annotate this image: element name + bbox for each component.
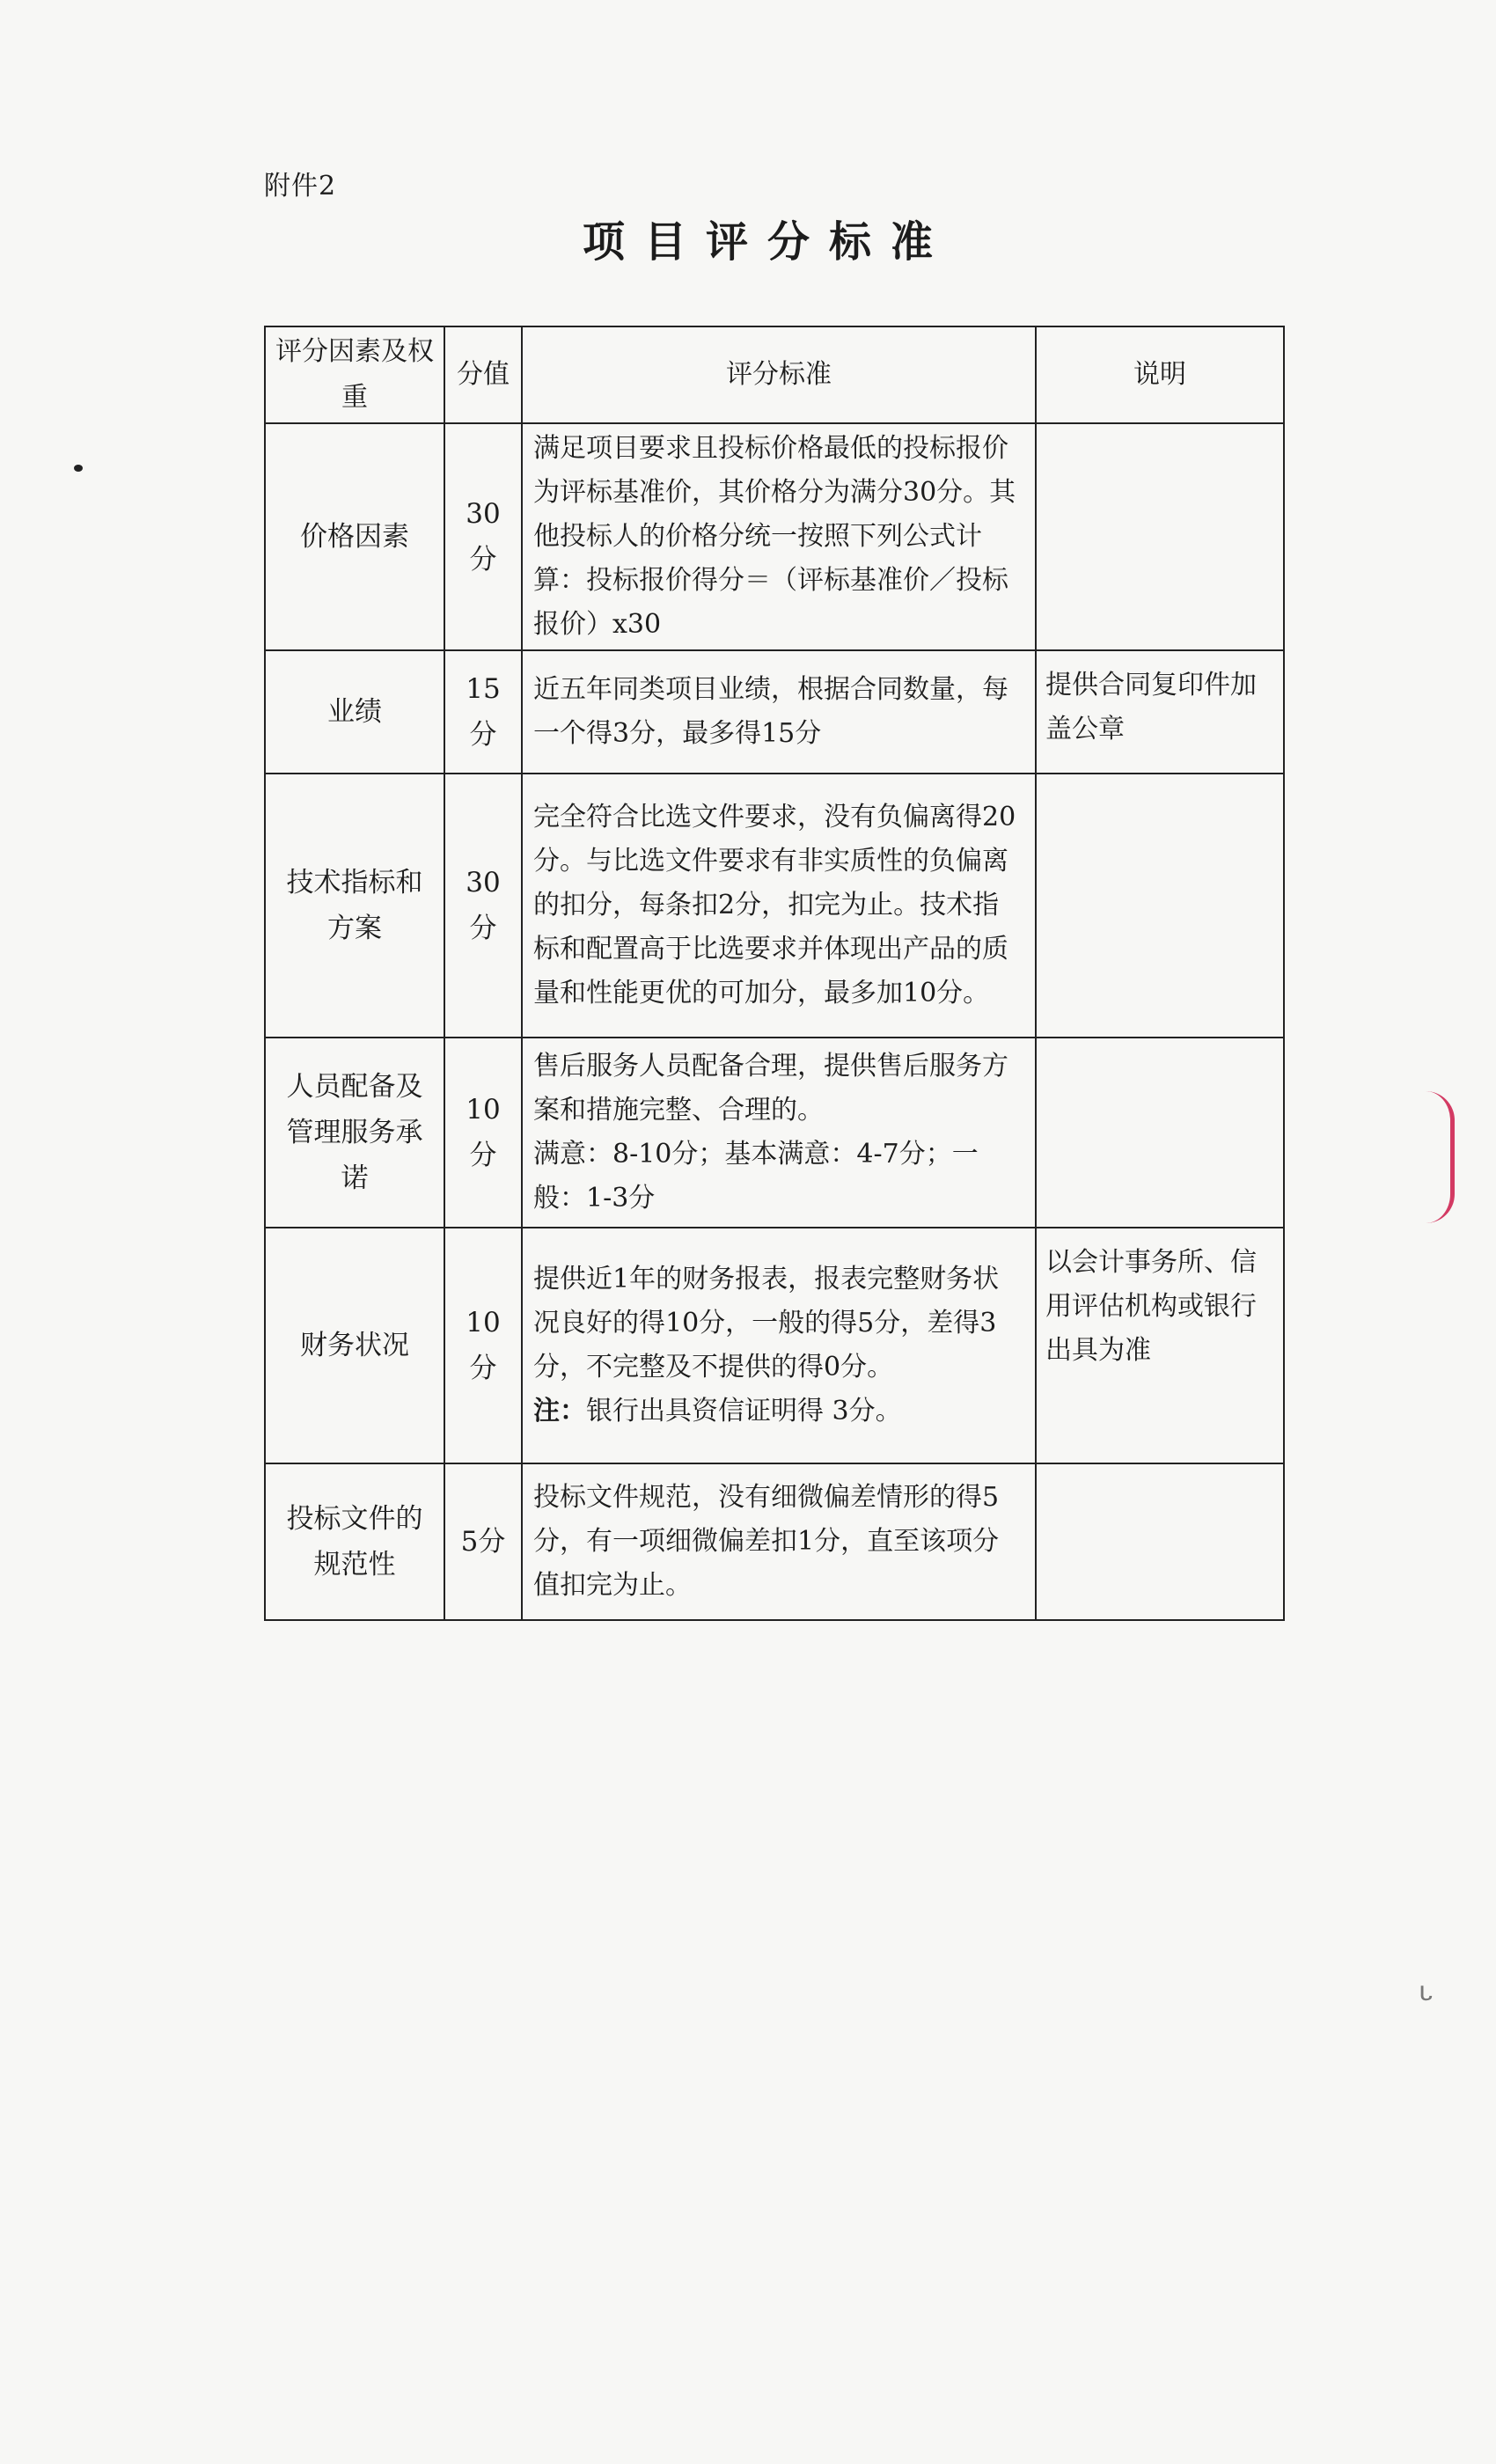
attachment-label: 附件2 [264, 171, 337, 202]
score-cell: 30分 [445, 774, 523, 1038]
criteria-text: 提供近1年的财务报表，报表完整财务状况良好的得10分，一般的得5分，差得3分，不完整及不提供的得0分。 [533, 1264, 1000, 1382]
factor-cell: 价格因素 [266, 424, 445, 651]
criteria-cell [523, 1038, 1037, 1228]
factor-cell: 投标文件的规范性 [266, 1464, 445, 1619]
remark-cell [1037, 774, 1283, 1038]
score-cell: 15分 [445, 651, 523, 774]
remark-cell [1037, 1038, 1283, 1228]
criteria-text: 售后服务人员配备合理，提供售后服务方案和措施完整、合理的。 [533, 1051, 1008, 1126]
criteria-cell [523, 424, 1037, 651]
criteria-text: 近五年同类项目业绩，根据合同数量，每一个得3分，最多得15分 [533, 674, 1008, 749]
note-text: 银行出具资信证明得 3分。 [586, 1396, 902, 1426]
score-cell: 5分 [445, 1464, 523, 1619]
criteria-text: 满意：8-10分；基本满意：4-7分；一般：1-3分 [533, 1139, 979, 1214]
remark-cell: 提供合同复印件加盖公章 [1037, 651, 1283, 774]
criteria-cell [523, 774, 1037, 1038]
scan-speck [74, 465, 83, 472]
factor-cell: 财务状况 [266, 1228, 445, 1464]
header-score: 分值 [445, 327, 523, 424]
criteria-cell [523, 1464, 1037, 1619]
criteria-cell [523, 651, 1037, 774]
criteria-note [533, 1390, 1024, 1434]
criteria-cell [523, 1228, 1037, 1464]
score-cell: 30分 [445, 424, 523, 651]
score-cell: 10分 [445, 1228, 523, 1464]
criteria-text: 满足项目要求且投标价格最低的投标报价为评标基准价，其价格分为满分30分。其他投标人的价格分统一按照下列公式计算：投标报价得分＝（评标基准价／投标报价）x30 [533, 433, 1016, 640]
remark-cell: 以会计事务所、信用评估机构或银行出具为准 [1037, 1228, 1283, 1464]
remark-cell [1037, 1464, 1283, 1619]
page-title: 项目评分标准 [582, 217, 952, 267]
header-criteria: 评分标准 [523, 327, 1037, 424]
note-label: 注： [533, 1396, 586, 1426]
pencil-mark: ᒡ [1419, 1980, 1434, 2020]
factor-cell: 技术指标和方案 [266, 774, 445, 1038]
score-cell: 10分 [445, 1038, 523, 1228]
remark-cell [1037, 424, 1283, 651]
factor-cell: 业绩 [266, 651, 445, 774]
header-remark: 说明 [1037, 327, 1283, 424]
scoring-table [264, 326, 1285, 1621]
criteria-text: 投标文件规范，没有细微偏差情形的得5分，有一项细微偏差扣1分，直至该项分值扣完为止。 [533, 1482, 1000, 1601]
header-factor: 评分因素及权重 [266, 327, 445, 424]
criteria-text: 完全符合比选文件要求，没有负偏离得20分。与比选文件要求有非实质性的负偏离的扣分，每条扣2分，扣完为止。技术指标和配置高于比选要求并体现出产品的质量和性能更优的可加分，最多加10分。 [533, 802, 1016, 1008]
red-pen-mark [1426, 1091, 1455, 1223]
factor-cell: 人员配备及管理服务承诺 [266, 1038, 445, 1228]
